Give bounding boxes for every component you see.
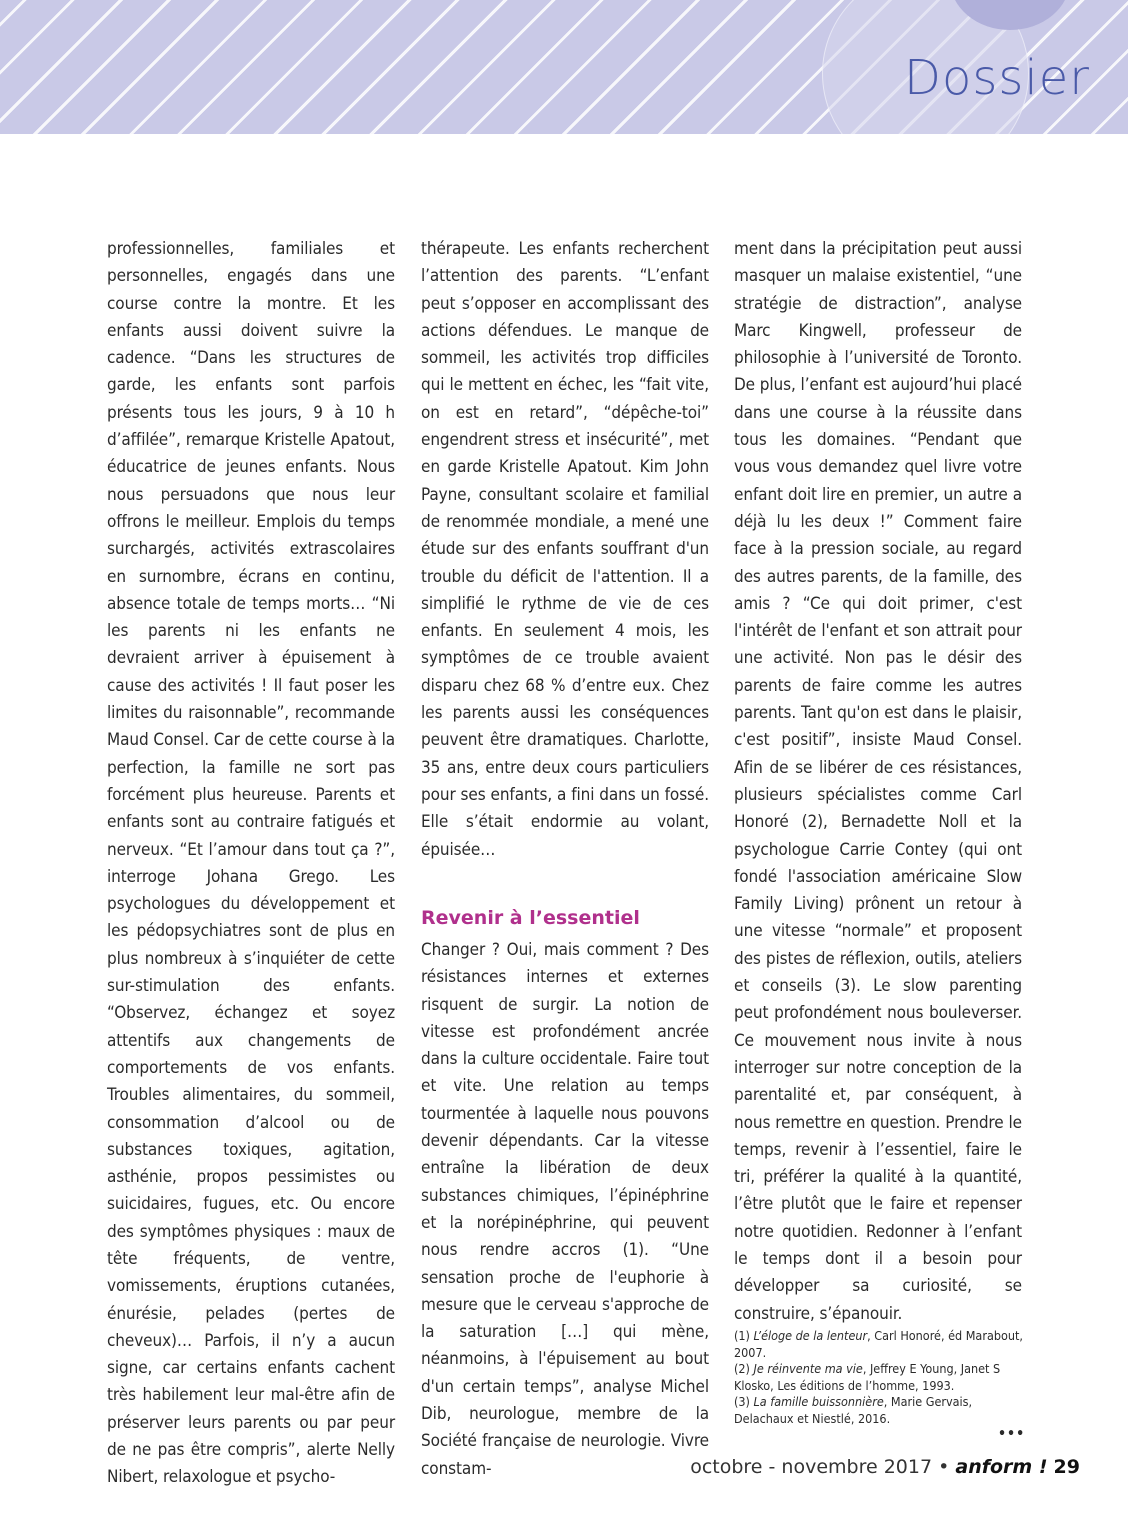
issue-date: octobre - novembre 2017 • — [690, 1456, 950, 1478]
page-footer — [690, 1456, 1080, 1478]
page-number: 29 — [1053, 1456, 1080, 1478]
column-2-text-continued: Changer ? Oui, mais comment ? Des résistances internes et externes risquent de surgir. La notion de vitesse est profondément ancrée dans la culture occidentale. Faire tout et vite. Une relation au temps tourmentée à laquelle nous pouvons devenir dépendants. Car la vitesse entraîne la libération de deux substances chimiques, l’épinéphrine et la norépinéphrine, qui peuvent nous rendre accros (1). “Une sensation proche de l'euphorie à mesure que le cerveau s'approche de la saturation […] qui mène, néanmoins, à l'épuisement au bout d'un certain temps”, analyse Michel Dib, neurologue, membre de la Société française de neurologie. Vivre constam- — [421, 940, 709, 1479]
footnotes — [734, 1328, 1024, 1427]
footnote: (1) L’éloge de la lenteur, Carl Honoré, éd Marabout, 2007. — [734, 1328, 1023, 1360]
article-column-2-continued — [421, 937, 709, 1483]
column-2-text: thérapeute. Les enfants recherchent l’attention des parents. “L’enfant peut s’opposer en accomplissant des actions défendues. Le manque de sommeil, les activités trop difficiles qui le mettent en échec, les “fait vite, on est en retard”, “dépêche-toi” engendrent stress et insécurité”, met en garde Kristelle Apatout. Kim John Payne, consultant scolaire et familial de renommée mondiale, a mené une étude sur des enfants souffrant d'un trouble du déficit de l'attention. Il a simplifié le rythme de vie de ces enfants. En seulement 4 mois, les symptômes de ce trouble avaient disparu chez 68 % d’entre eux. Chez les parents aussi les conséquences peuvent être dramatiques. Charlotte, 35 ans, entre deux cours particuliers pour ses enfants, a fini dans un fossé. Elle s’était endormie au volant, épuisée… — [421, 239, 709, 860]
column-1-text: professionnelles, familiales et personnelles, engagés dans une course contre la montre. Et les enfants aussi doivent suivre la cadence. “Dans les structures de garde, les enfants sont parfois présents tous les jours, 9 à 10 h d’affilée”, remarque Kristelle Apatout, éducatrice de jeunes enfants. Nous nous persuadons que nous leur offrons le meilleur. Emplois du temps surchargés, activités extrascolaires en surnombre, écrans en continu, absence totale de temps morts… “Ni les parents ni les enfants ne devraient arriver à épuisement à cause des activités ! Il faut poser les limites du raisonnable”, recommande Maud Consel. Car de cette course à la perfection, la famille ne sort pas forcément plus heureuse. Parents et enfants sont au contraire fatigués et nerveux. “Et l’amour dans tout ça ?”, interroge Johana Grego. Les psychologues du développement et les pédopsychiatres sont de plus en plus nombreux à s’inquiéter de cette sur-stimulation des enfants. “Observez, échangez et soyez attentifs aux changements de comportements de vos enfants. Troubles alimentaires, du sommeil, consommation d’alcool ou de substances toxiques, agitation, asthénie, propos pessimistes ou suicidaires, fugues, etc. Ou encore des symptômes physiques : maux de tête fréquents, de ventre, vomissements, éruptions cutanées, énurésie, pelades (pertes de cheveux)… Parfois, il n’y a aucun signe, car certains enfants cachent très habilement leur mal-être afin de préserver leurs parents ou par peur de ne pas être compris”, alerte Nelly Nibert, relaxologue et psycho- — [107, 239, 395, 1488]
subheading: Revenir à l’essentiel — [421, 907, 640, 929]
magazine-name: anform ! — [955, 1456, 1048, 1478]
article-column-3 — [734, 236, 1022, 1328]
section-title: Dossier — [904, 50, 1090, 106]
continuation-dots: ••• — [998, 1426, 1026, 1442]
footnote: (3) La famille buissonnière, Marie Gervais, Delachaux et Niestlé, 2016. — [734, 1394, 973, 1426]
article-column-1 — [107, 236, 395, 1492]
article-column-2 — [421, 236, 709, 864]
footnote: (2) Je réinvente ma vie, Jeffrey E Young, Janet S Klosko, Les éditions de l’homme, 1993. — [734, 1361, 1001, 1393]
header-banner — [0, 0, 1128, 134]
column-3-text: ment dans la précipitation peut aussi masquer un malaise existentiel, “une stratégie de distraction”, analyse Marc Kingwell, professeur de philosophie à l’université de Toronto. De plus, l’enfant est aujourd’hui placé dans une course à la réussite dans tous les domaines. “Pendant que vous vous demandez quel livre votre enfant doit lire en premier, un autre a déjà lu les deux !” Comment faire face à la pression sociale, au regard des autres parents, de la famille, des amis ? “Ce qui doit primer, c'est l'intérêt de l'enfant et son attrait pour une activité. Non pas le désir des parents de faire comme les autres parents. Tant qu'on est dans le plaisir, c'est positif”, insiste Maud Consel. Afin de se libérer de ces résistances, plusieurs spécialistes comme Carl Honoré (2), Bernadette Noll et la psychologue Carrie Contey (qui ont fondé l'association américaine Slow Family Living) prônent un retour à une vitesse “normale” et proposent des pistes de réflexion, outils, ateliers et conseils (3). Le slow parenting peut profondément nous bouleverser. Ce mouvement nous invite à nous interroger sur notre conception de la parentalité et, par conséquent, à nous remettre en question. Prendre le temps, revenir à l’essentiel, faire le tri, préférer la qualité à la quantité, l’être plutôt que le faire et repenser notre quotidien. Redonner à l’enfant le temps dont il a besoin pour développer sa curiosité, se construire, s’épanouir. — [734, 239, 1022, 1324]
